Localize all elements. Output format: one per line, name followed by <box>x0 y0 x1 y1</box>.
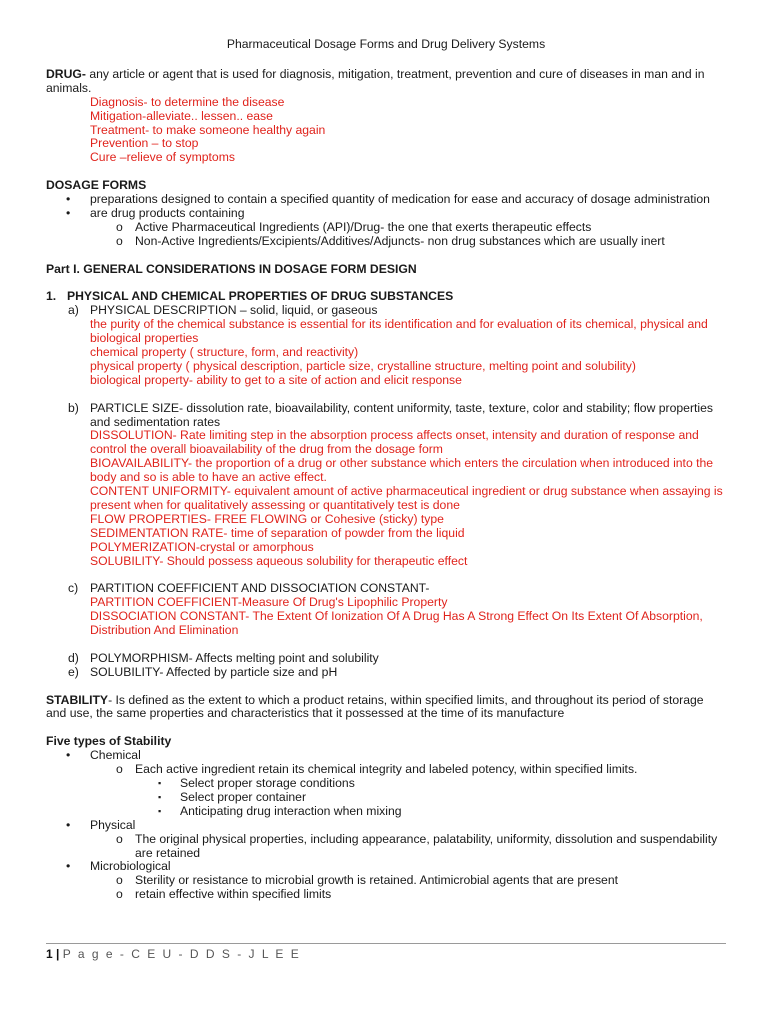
bullet-square-icon: ▪ <box>158 791 162 802</box>
note: PARTITION COEFFICIENT-Measure Of Drug's Lipophilic Property <box>90 595 448 610</box>
list-item-text: Each active ingredient retain its chemical integrity and labeled potency, within specified limits. <box>135 762 638 777</box>
list-item <box>46 763 726 777</box>
bullet-disc-icon: • <box>66 205 71 220</box>
drug-note: Diagnosis- to determine the disease <box>90 94 285 109</box>
drug-note: Cure –relieve of symptoms <box>90 150 235 165</box>
list-item-text: Microbiological <box>90 859 171 874</box>
bullet-square-icon: ▪ <box>158 778 162 788</box>
list-item-text: PARTITION COEFFICIENT AND DISSOCIATION CONSTANT- <box>90 581 430 596</box>
footer-text: P a g e - C E U - D D S - J L E E <box>62 947 301 961</box>
note: the purity of the chemical substance is essential for its identification and for evaluation of its chemical, physical and biological properties <box>90 317 708 346</box>
list-item-text: PARTICLE SIZE- dissolution rate, bioavailability, content uniformity, taste, texture, color and stability; flow properties and sedimentation rates <box>90 400 713 429</box>
bullet-disc-icon: • <box>66 817 71 832</box>
list-item-text: Chemical <box>90 748 141 763</box>
list-item-e <box>46 666 726 680</box>
list-item-text: retain effective within specified limits <box>135 887 332 902</box>
list-item-text: are drug products containing <box>90 205 245 220</box>
note: POLYMERIZATION-crystal or amorphous <box>90 539 314 554</box>
footer-separator: | <box>52 947 63 961</box>
list-label: c) <box>68 581 79 596</box>
list-item-a <box>46 304 726 318</box>
drug-definition-text: any article or agent that is used for diagnosis, mitigation, treatment, prevention and cure of diseases in man and in animals. <box>46 66 705 95</box>
drug-term: DRUG- <box>46 66 86 81</box>
list-item-text: Physical <box>90 817 136 832</box>
drug-definition <box>46 68 726 96</box>
note: BIOAVAILABILITY- the proportion of a drug or other substance which enters the circulation when introduced into the body and so is able to have an active effect. <box>90 456 714 485</box>
note: SOLUBILITY- Should possess aqueous solubility for therapeutic effect <box>90 553 468 568</box>
note: DISSOLUTION- Rate limiting step in the absorption process affects onset, intensity and duration of response and control the overall bioavailability of the drug from the dosage form <box>90 428 699 457</box>
drug-notes <box>90 96 726 166</box>
note: SEDIMENTATION RATE- time of separation of powder from the liquid <box>90 525 465 540</box>
list-item-text: Anticipating drug interaction when mixing <box>180 803 402 818</box>
bullet-disc-icon: • <box>66 192 71 207</box>
bullet-disc-icon: • <box>66 748 71 763</box>
section-heading-text: PHYSICAL AND CHEMICAL PROPERTIES OF DRUG SUBSTANCES <box>67 289 454 304</box>
part1-heading: Part I. GENERAL CONSIDERATIONS IN DOSAGE FORM DESIGN <box>46 261 417 276</box>
list-item-text: Sterility or resistance to microbial growth is retained. Antimicrobial agents that are present <box>135 873 618 888</box>
five-types-heading: Five types of Stability <box>46 734 172 749</box>
footer-divider <box>46 943 726 944</box>
note: FLOW PROPERTIES- FREE FLOWING or Cohesive (sticky) type <box>90 511 444 526</box>
drug-note: Mitigation-alleviate.. lessen.. ease <box>90 108 273 123</box>
list-item <box>46 833 726 861</box>
note: chemical property ( structure, form, and reactivity) <box>90 344 359 359</box>
list-item <box>46 874 726 888</box>
list-item-text: POLYMORPHISM- Affects melting point and solubility <box>90 650 379 665</box>
list-item <box>46 805 726 819</box>
section-number: 1. <box>46 289 57 304</box>
list-item <box>46 777 726 791</box>
list-item-microbiological <box>46 860 726 874</box>
list-item-text: Select proper container <box>180 789 307 804</box>
list-item <box>46 221 726 235</box>
list-label: d) <box>68 650 79 665</box>
list-label: e) <box>68 664 79 679</box>
stability-definition <box>46 694 726 722</box>
list-item-chemical <box>46 749 726 763</box>
page-number: 1 <box>46 947 53 961</box>
list-item-d <box>46 652 726 666</box>
page-footer <box>46 948 301 962</box>
list-item <box>46 791 726 805</box>
bullet-disc-icon: • <box>66 859 71 874</box>
list-item-physical <box>46 819 726 833</box>
note: physical property ( physical description, particle size, crystalline structure, melting point and solubility) <box>90 358 636 373</box>
list-item-text: Active Pharmaceutical Ingredients (API)/Drug- the one that exerts therapeutic effects <box>135 219 592 234</box>
bullet-square-icon: ▪ <box>158 805 162 816</box>
document-page <box>46 38 726 902</box>
stability-term: STABILITY <box>46 692 109 707</box>
dosage-forms-heading: DOSAGE FORMS <box>46 178 147 193</box>
list-label: a) <box>68 303 79 318</box>
list-item-b <box>46 402 726 430</box>
list-item-text: SOLUBILITY- Affected by particle size and pH <box>90 664 338 679</box>
drug-note: Prevention – to stop <box>90 136 199 151</box>
list-item <box>46 888 726 902</box>
drug-note: Treatment- to make someone healthy again <box>90 122 326 137</box>
list-item-text: Non-Active Ingredients/Excipients/Additives/Adjuncts- non drug substances which are usually inert <box>135 233 665 248</box>
bullet-circle-icon: o <box>116 831 123 846</box>
note: CONTENT UNIFORMITY- equivalent amount of active pharmaceutical ingredient or drug substance when assaying is present when for qualitatively assessing or quantitatively test is done <box>90 484 723 512</box>
bullet-circle-icon: o <box>116 219 123 234</box>
bullet-circle-icon: o <box>116 873 123 888</box>
bullet-circle-icon: o <box>116 233 123 248</box>
list-item-c <box>46 582 726 596</box>
bullet-circle-icon: o <box>116 762 123 777</box>
list-label: b) <box>68 400 79 415</box>
stability-definition-text: - Is defined as the extent to which a product retains, within specified limits, and throughout its period of storage and use, the same properties and characteristics that it possessed at the time of its manufacture <box>46 692 704 721</box>
section1-heading <box>46 290 726 304</box>
particle-size-notes <box>90 429 726 568</box>
note: biological property- ability to get to a site of action and elicit response <box>90 372 462 387</box>
list-item <box>46 193 726 207</box>
list-item <box>46 207 726 221</box>
bullet-circle-icon: o <box>116 887 123 902</box>
list-item-text: The original physical properties, including appearance, palatability, uniformity, dissolution and suspendability are retained <box>135 831 718 860</box>
physical-description-notes <box>90 318 726 388</box>
note: DISSOCIATION CONSTANT- The Extent Of Ionization Of A Drug Has A Strong Effect On Its Extent Of Absorption, Distribution And Elimination <box>90 609 703 638</box>
partition-notes <box>90 596 726 638</box>
list-item-text: preparations designed to contain a specified quantity of medication for ease and accuracy of dosage administration <box>90 192 710 207</box>
document-title: Pharmaceutical Dosage Forms and Drug Delivery Systems <box>226 37 546 51</box>
list-item-text: Select proper storage conditions <box>180 776 355 790</box>
list-item-text: PHYSICAL DESCRIPTION – solid, liquid, or gaseous <box>90 303 378 318</box>
list-item <box>46 235 726 249</box>
